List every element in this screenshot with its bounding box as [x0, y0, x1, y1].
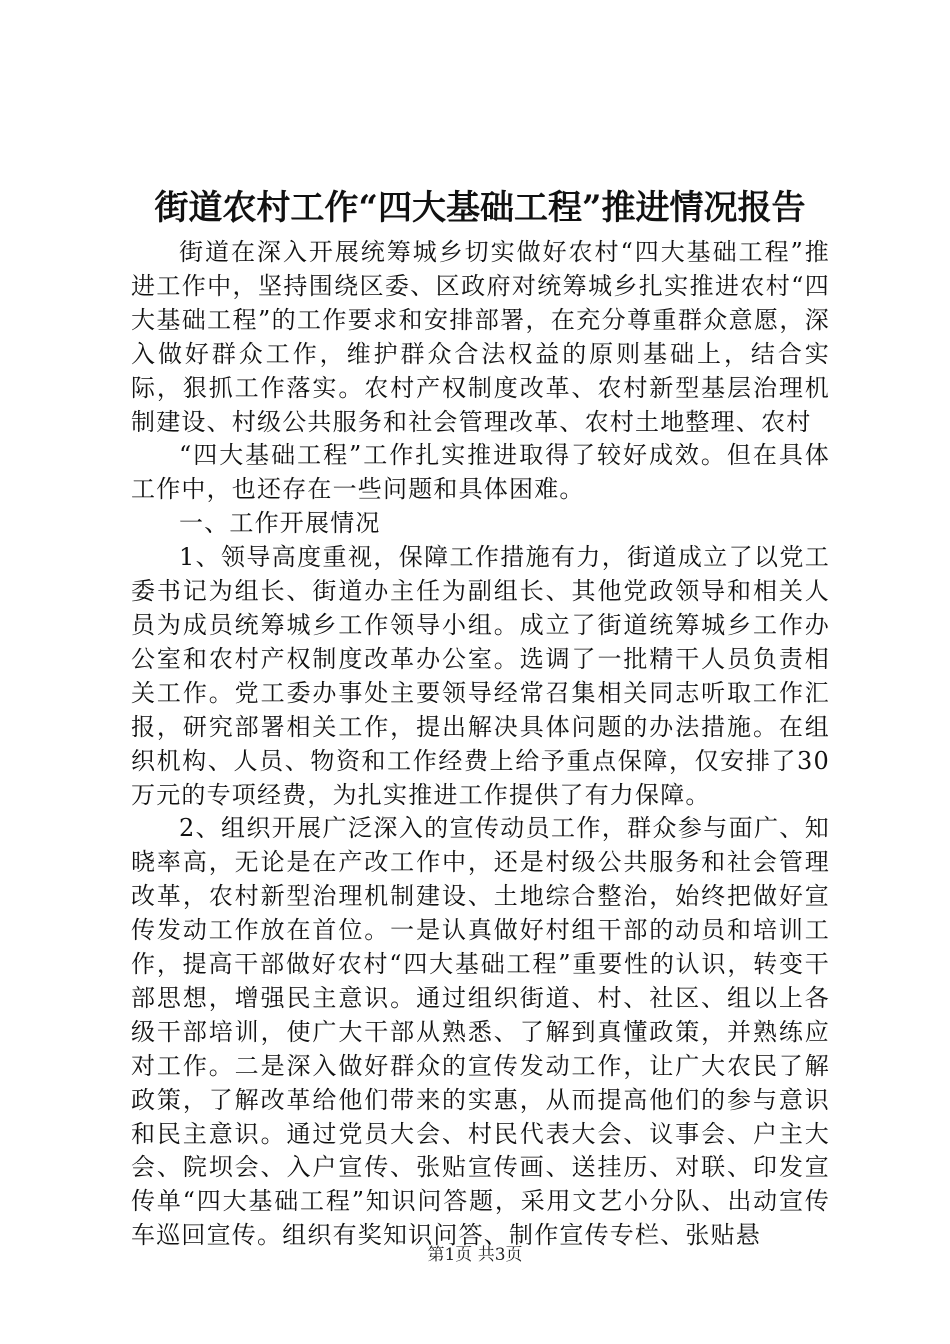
page-footer: 第1页 共3页 [427, 1245, 523, 1265]
document-title: 街道农村工作“四大基础工程”推进情况报告 [154, 188, 806, 228]
section-heading-work-status: 一、工作开展情况 [179, 509, 381, 538]
paragraph-results: “四大基础工程”工作扎实推进取得了较好成效。但在具体工作中，也还存在一些问题和具体困难。 [131, 441, 830, 504]
paragraph-intro: 街道在深入开展统筹城乡切实做好农村“四大基础工程”推进工作中，坚持围绕区委、区政府对统筹城乡扎实推进农村“四大基础工程”的工作要求和安排部署，在充分尊重群众意愿，深入做好群众工作，维护群众合法权益的原则基础上，结合实际，狠抓工作落实。农村产权制度改革、农村新型基层治理机制建设、村级公共服务和社会管理改革、农村土地整理、农村 [131, 238, 830, 436]
paragraph-item-2: 2、组织开展广泛深入的宣传动员工作，群众参与面广、知晓率高，无论是在产改工作中，还是村级公共服务和社会管理改革，农村新型治理机制建设、土地综合整治，始终把做好宣传发动工作放在首位。一是认真做好村组干部的动员和培训工作，提高干部做好农村“四大基础工程”重要性的认识，转变干部思想，增强民主意识。通过组织街道、村、社区、组以上各级干部培训，使广大干部从熟悉、了解到真懂政策，并熟练应对工作。二是深入做好群众的宣传发动工作，让广大农民了解政策，了解改革给他们带来的实惠，从而提高他们的参与意识和民主意识。通过党员大会、村民代表大会、议事会、户主大会、院坝会、入户宣传、张贴宣传画、送挂历、对联、印发宣传单“四大基础工程”知识问答题，采用文艺小分队、出动宣传车巡回宣传。组织有奖知识问答、制作宣传专栏、张贴悬 [131, 814, 830, 1250]
paragraph-item-1: 1、领导高度重视，保障工作措施有力，街道成立了以党工委书记为组长、街道办主任为副组长、其他党政领导和相关人员为成员统筹城乡工作领导小组。成立了街道统筹城乡工作办公室和农村产权制度改革办公室。选调了一批精干人员负责相关工作。党工委办事处主要领导经常召集相关同志听取工作汇报，研究部署相关工作，提出解决具体问题的办法措施。在组织机构、人员、物资和工作经费上给予重点保障，仅安排了30万元的专项经费，为扎实推进工作提供了有力保障。 [131, 543, 830, 809]
document-body [131, 236, 830, 1253]
